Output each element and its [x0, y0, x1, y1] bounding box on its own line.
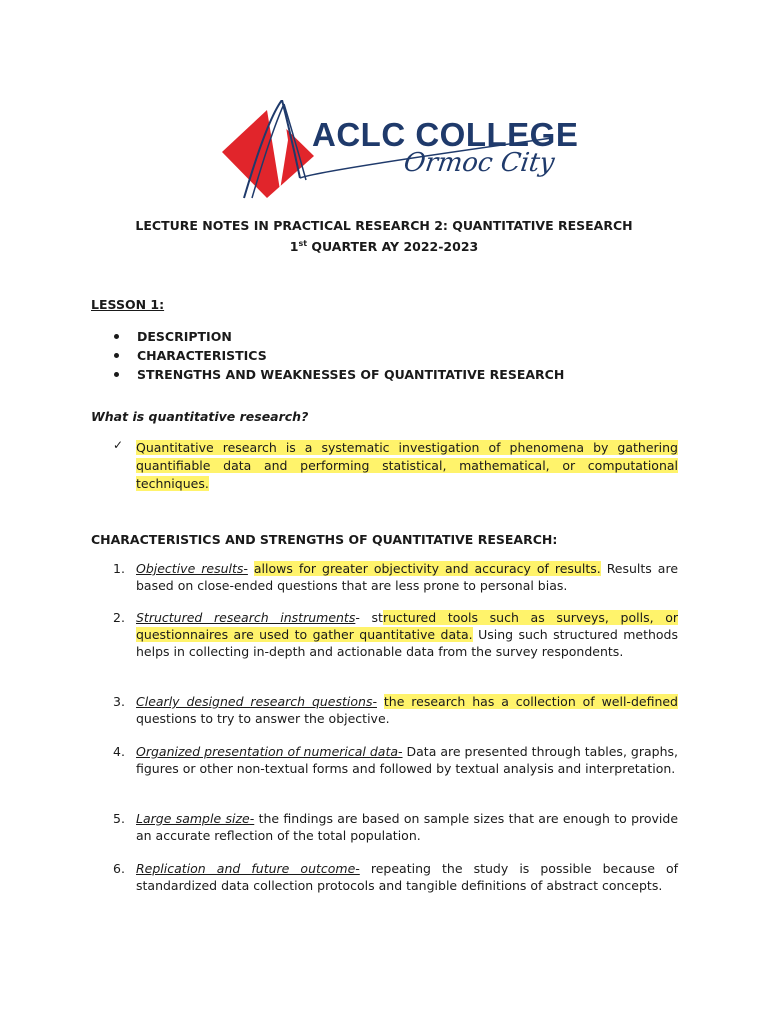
list-item: 6. Replication and future outcome- repeating the study is possible because of standardized data collection protocols and tangible definitions of abstract concepts.	[113, 861, 679, 893]
logo-diamond-shape	[222, 110, 314, 198]
checkmark-icon: ✓	[113, 438, 124, 452]
list-item: DESCRIPTION	[91, 327, 564, 346]
lesson-label: LESSON 1:	[91, 297, 165, 312]
list-item: 2. Structured research instruments- structured tools such as surveys, polls, or questionnaires are used to gather quantitative data. Using such structured methods helps in collecting in-depth and actionable data from the survey respondents.	[113, 610, 678, 659]
list-item: CHARACTERISTICS	[91, 346, 564, 365]
section-question: What is quantitative research?	[91, 409, 309, 424]
college-city-script: Ormoc City	[401, 148, 557, 178]
section-heading: CHARACTERISTICS AND STRENGTHS OF QUANTITATIVE RESEARCH:	[91, 532, 558, 547]
document-subtitle: 1st QUARTER AY 2022-2023	[289, 239, 479, 255]
list-item: STRENGTHS AND WEAKNESSES OF QUANTITATIVE RESEARCH	[91, 365, 564, 384]
lesson-topics-list	[91, 327, 564, 384]
list-item: 5. Large sample size- the findings are based on sample sizes that are enough to provide an accurate reflection of the total population.	[113, 811, 679, 843]
college-name: ACLC COLLEGE	[312, 116, 579, 153]
list-item: 4. Organized presentation of numerical data- Data are presented through tables, graphs, figures or other non-textual forms and followed by textual analysis and interpretation.	[113, 744, 678, 776]
list-item: 3. Clearly designed research questions- the research has a collection of well-defined questions to try to answer the objective.	[113, 694, 678, 726]
list-item: 1. Objective results- allows for greater objectivity and accuracy of results. Results are based on close-ended questions that are less prone to personal bias.	[113, 561, 679, 593]
document-title: LECTURE NOTES IN PRACTICAL RESEARCH 2: QUANTITATIVE RESEARCH	[135, 218, 633, 233]
definition-paragraph: Quantitative research is a systematic investigation of phenomena by gathering quantifiable data and performing statistical, mathematical, or computational techniques.	[136, 440, 678, 491]
